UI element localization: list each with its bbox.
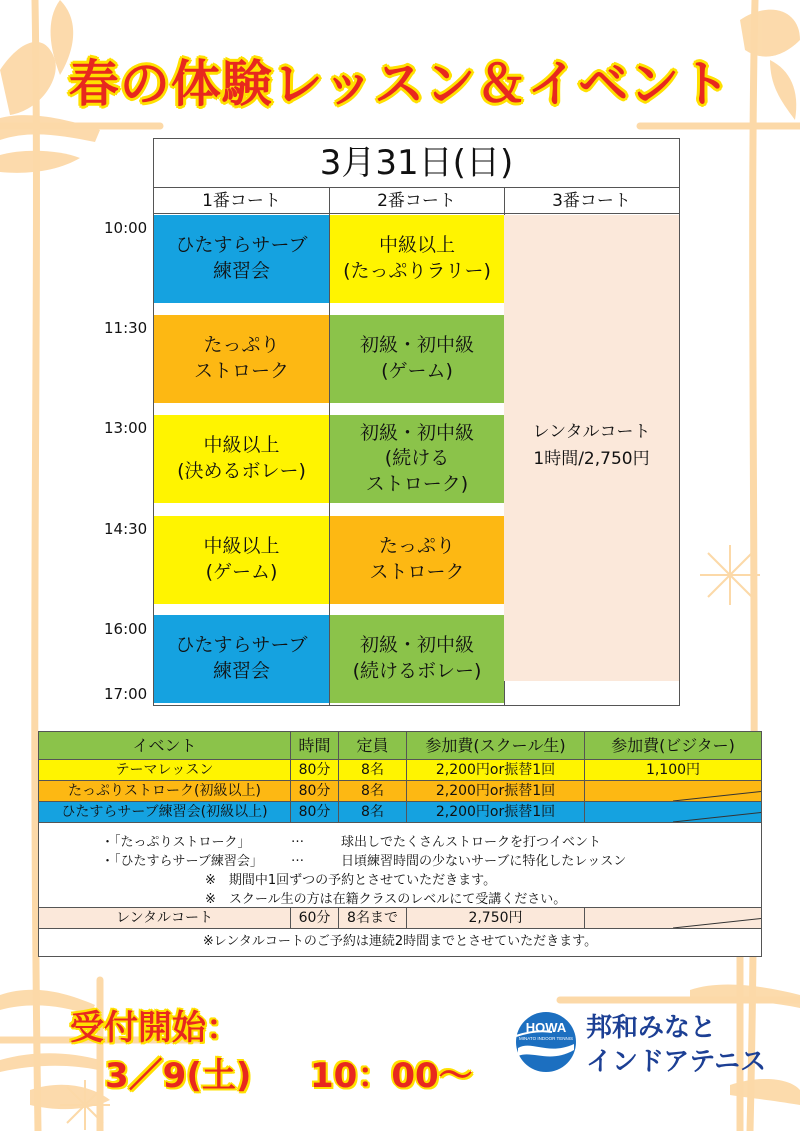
events-table [38,731,762,957]
rental-name: レンタルコート [39,908,291,929]
event-school-fee: 2,200円or振替1回 [407,802,585,823]
remark: ※ スクール生の方は在籍クラスのレベルにて受講ください。 [205,892,567,907]
event-visitor-fee: 1,100円 [585,760,761,781]
reception-time: 10：00～ [310,1056,473,1096]
rental-court-info [504,419,679,473]
rental-visitor-fee-na [585,908,761,929]
time-label: 16:00 [104,620,148,638]
schedule-date: 3月31日(日) [154,139,679,188]
reception-date: 3／9(土) [105,1056,252,1096]
event-name: たっぷりストローク(初級以上) [39,781,291,802]
time-label: 13:00 [104,419,148,437]
rental-row [39,907,761,929]
note-label: ・「たっぷりストローク」 [101,835,251,850]
court2-slot-1430: たっぷり ストローク [330,516,504,604]
event-row [39,802,761,823]
reception-label: 受付開始： [70,1008,240,1048]
event-name: テーマレッスン [39,760,291,781]
rental-fee: 2,750円 [407,908,585,929]
event-school-fee: 2,200円or振替1回 [407,781,585,802]
court1-slot-1130: たっぷり ストローク [154,315,329,403]
brand-name [586,1012,766,1080]
note-desc: 球出しでたくさんストロークを打つイベント [341,835,602,850]
event-time: 80分 [291,781,339,802]
court-1-header: 1番コート [154,188,329,214]
court-3-header: 3番コート [504,188,679,214]
event-school-fee: 2,200円or振替1回 [407,760,585,781]
court1-slot-1000: ひたすらサーブ 練習会 [154,215,329,303]
event-capacity: 8名 [339,760,407,781]
note-label: ・「ひたすらサーブ練習会」 [101,854,263,869]
svg-text:MINATO INDOOR TENNIS: MINATO INDOOR TENNIS [518,1036,574,1041]
brand-line-2: インドアテニス [586,1046,767,1077]
header-time: 時間 [291,732,339,760]
rental-note: ※レンタルコートのご予約は連続2時間までとさせていただきます。 [202,934,598,949]
rental-capacity: 8名まで [339,908,407,929]
note-dots: … [291,850,304,865]
court-2-header: 2番コート [329,188,504,214]
note-dots: … [291,831,304,846]
court2-slot-1000: 中級以上 (たっぷりラリー) [330,215,504,303]
header-visitor-fee: 参加費(ビジター) [585,732,761,760]
remark: ※ 期間中1回ずつの予約とさせていただきます。 [205,873,497,888]
header-event: イベント [39,732,291,760]
time-label: 10:00 [104,219,148,237]
rental-court-label: レンタルコート [532,422,651,442]
schedule-table [153,138,680,706]
time-label: 11:30 [104,319,148,337]
event-row [39,760,761,781]
court2-slot-1600: 初級・初中級 (続けるボレー) [330,615,504,703]
event-visitor-fee-na [585,781,761,802]
court2-slot-1130: 初級・初中級 (ゲーム) [330,315,504,403]
not-applicable-slash [673,908,761,929]
event-capacity: 8名 [339,781,407,802]
note-desc: 日頃練習時間の少ないサーブに特化したレッスン [341,854,627,869]
not-applicable-slash [673,781,761,802]
event-time: 80分 [291,760,339,781]
rental-time: 60分 [291,908,339,929]
page-title: 春の体験レッスン＆イベント [68,55,732,113]
court1-slot-1300: 中級以上 (決めるボレー) [154,415,329,503]
howa-logo-icon [514,1010,578,1074]
time-label: 17:00 [104,685,148,703]
header-capacity: 定員 [339,732,407,760]
time-label: 14:30 [104,520,148,538]
court1-slot-1600: ひたすらサーブ 練習会 [154,615,329,703]
event-time: 80分 [291,802,339,823]
events-header-row [39,732,761,760]
rental-court-price: 1時間/2,750円 [533,449,650,470]
event-row [39,781,761,802]
court1-slot-1430: 中級以上 (ゲーム) [154,516,329,604]
event-visitor-fee-na [585,802,761,823]
svg-text:HOWA: HOWA [525,1020,567,1035]
header-school-fee: 参加費(スクール生) [407,732,585,760]
brand-line-1: 邦和みなと [586,1013,717,1043]
event-notes [39,823,761,907]
event-capacity: 8名 [339,802,407,823]
event-name: ひたすらサーブ練習会(初級以上) [39,802,291,823]
court2-slot-1300: 初級・初中級 (続ける ストローク) [330,415,504,503]
not-applicable-slash [673,802,761,823]
